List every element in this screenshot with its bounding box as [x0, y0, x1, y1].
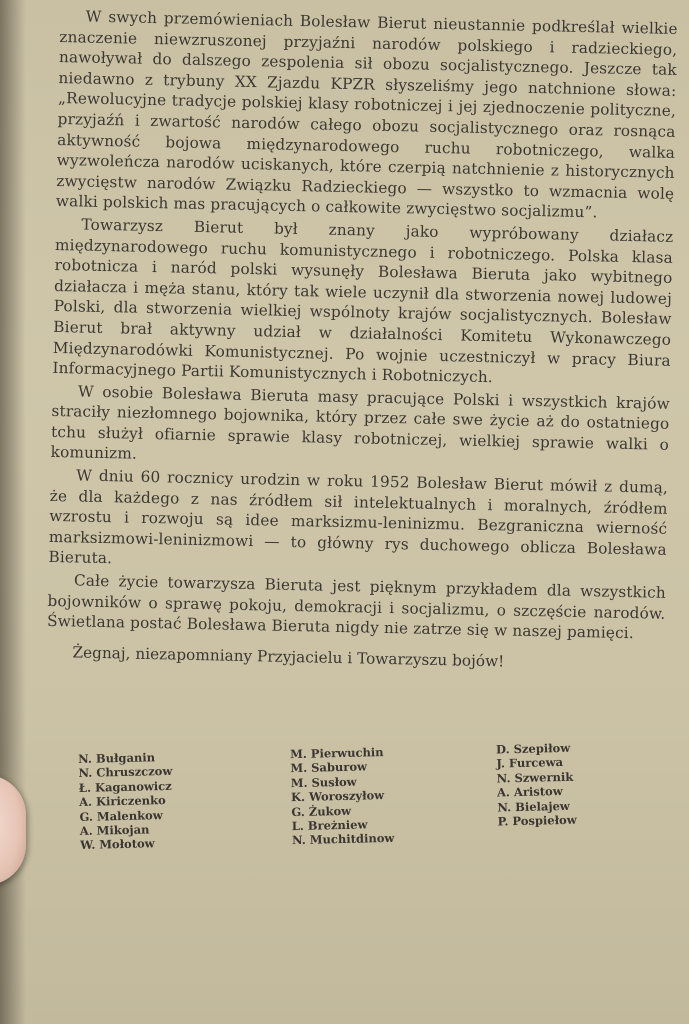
signature-name: J. Furcewa	[496, 755, 564, 771]
signature-name: N. Szwernik	[496, 769, 574, 786]
signature-name: W. Mołotow	[79, 836, 155, 853]
signature-name: A. Kiriczenko	[78, 793, 166, 810]
signature-name: P. Pospiełow	[497, 812, 577, 829]
signature-name: A. Aristow	[496, 784, 563, 800]
signature-column-1	[78, 750, 174, 853]
signature-name: N. Chruszczow	[78, 764, 173, 781]
signature-name: K. Woroszyłow	[290, 788, 385, 805]
paragraph-3: W osobie Bolesława Bieruta masy pracujące Polski i wszystkich krajów straciły niezłomnego bojownika, który przez całe swe życie aż do ostatniego tchu służył ofiarnie sprawie klasy robotniczej, wielkiej sprawie walki o komunizm.	[50, 382, 670, 464]
paragraph-5: Całe życie towarzysza Bieruta jest pięknym przykładem dla wszystkich bojowników o sprawę pokoju, demokracji i socjalizmu, o szczęście narodów. Świetlana postać Bolesława Bieruta nigdy nie zatrze się w naszej pamięci.	[46, 571, 667, 643]
signature-name: A. Mikojan	[79, 822, 150, 839]
signature-name: N. Bułganin	[78, 750, 156, 766]
signature-name: N. Bielajew	[497, 798, 570, 815]
signature-name: N. Muchitdinow	[291, 831, 395, 848]
signature-name: M. Saburow	[290, 759, 368, 776]
paragraph-4: W dniu 60 rocznicy urodzin w roku 1952 Bolesław Bierut mówił z dumą, że dla każdego z nas źródłem sił intelektualnych i moralnych, źródłem wzrostu i rozwoju są idee marksizmu-leninizmu. Bezgraniczna wierność marksizmowi-leninizmowi — to główny rys duchowego oblicza Bolesława Bieruta.	[48, 466, 669, 568]
signature-name: G. Żukow	[291, 803, 352, 819]
signature-list	[78, 739, 638, 853]
signature-name: M. Susłow	[290, 774, 357, 790]
paragraph-2: Towarzysz Bierut był znany jako wypróbowany działacz międzynarodowego ruchu komunistycznego i robotniczego. Polska klasa robotnicza i naród polski wysunęły Bolesława Bieruta jako wybitnego działacza i męża stanu, który tak wiele uczynił dla stworzenia nowej ludowej Polski, dla stworzenia wielkiej wspólnoty krajów socjalistycznych. Bolesław Bierut brał aktywny udział w działalności Komitetu Wykonawczego Międzynarodówki Komunistycznej. Po wojnie uczestniczył w pracy Biura Informacyjnego Partii Komunistycznych i Robotniczych.	[52, 215, 674, 387]
farewell-line: Żegnaj, niezapomniany Przyjacielu i Towarzyszu bojów!	[72, 643, 505, 671]
signature-name: D. Szepiłow	[495, 740, 571, 757]
signature-name: G. Malenkow	[79, 807, 163, 824]
body-text	[46, 6, 678, 675]
signature-column-3	[496, 741, 577, 829]
signature-name: M. Pierwuchin	[289, 745, 384, 762]
signature-column-2	[290, 745, 395, 848]
paragraph-1: W swych przemówieniach Bolesław Bierut nieustannie podkreślał wielkie znaczenie niewzruszonej przyjaźni narodów polskiego i radzieckiego, nawoływał do dalszego zespolenia sił obozu socjalistycznego. Jeszcze tak niedawno z trybuny XX Zjazdu KPZR słyszeliśmy jego natchnione słowa: „Rewolucyjne tradycje polskiej klasy robotniczej i jej zjednoczenie polityczne, przyjaźń i zwartość narodów całego obozu socjalistycznego oraz rosnąca aktywność bojowa międzynarodowego ruchu robotniczego, walka wyzwoleńcza narodów uciskanych, które czerpią natchnienie z historycznych zwycięstw narodów Związku Radzieckiego — wszystko to wzmacnia wolę walki polskich mas pracujących o całkowite zwycięstwo socjalizmu”.	[55, 7, 678, 222]
signature-name: Ł. Kaganowicz	[78, 778, 172, 795]
signature-name: L. Breżniew	[291, 817, 368, 834]
